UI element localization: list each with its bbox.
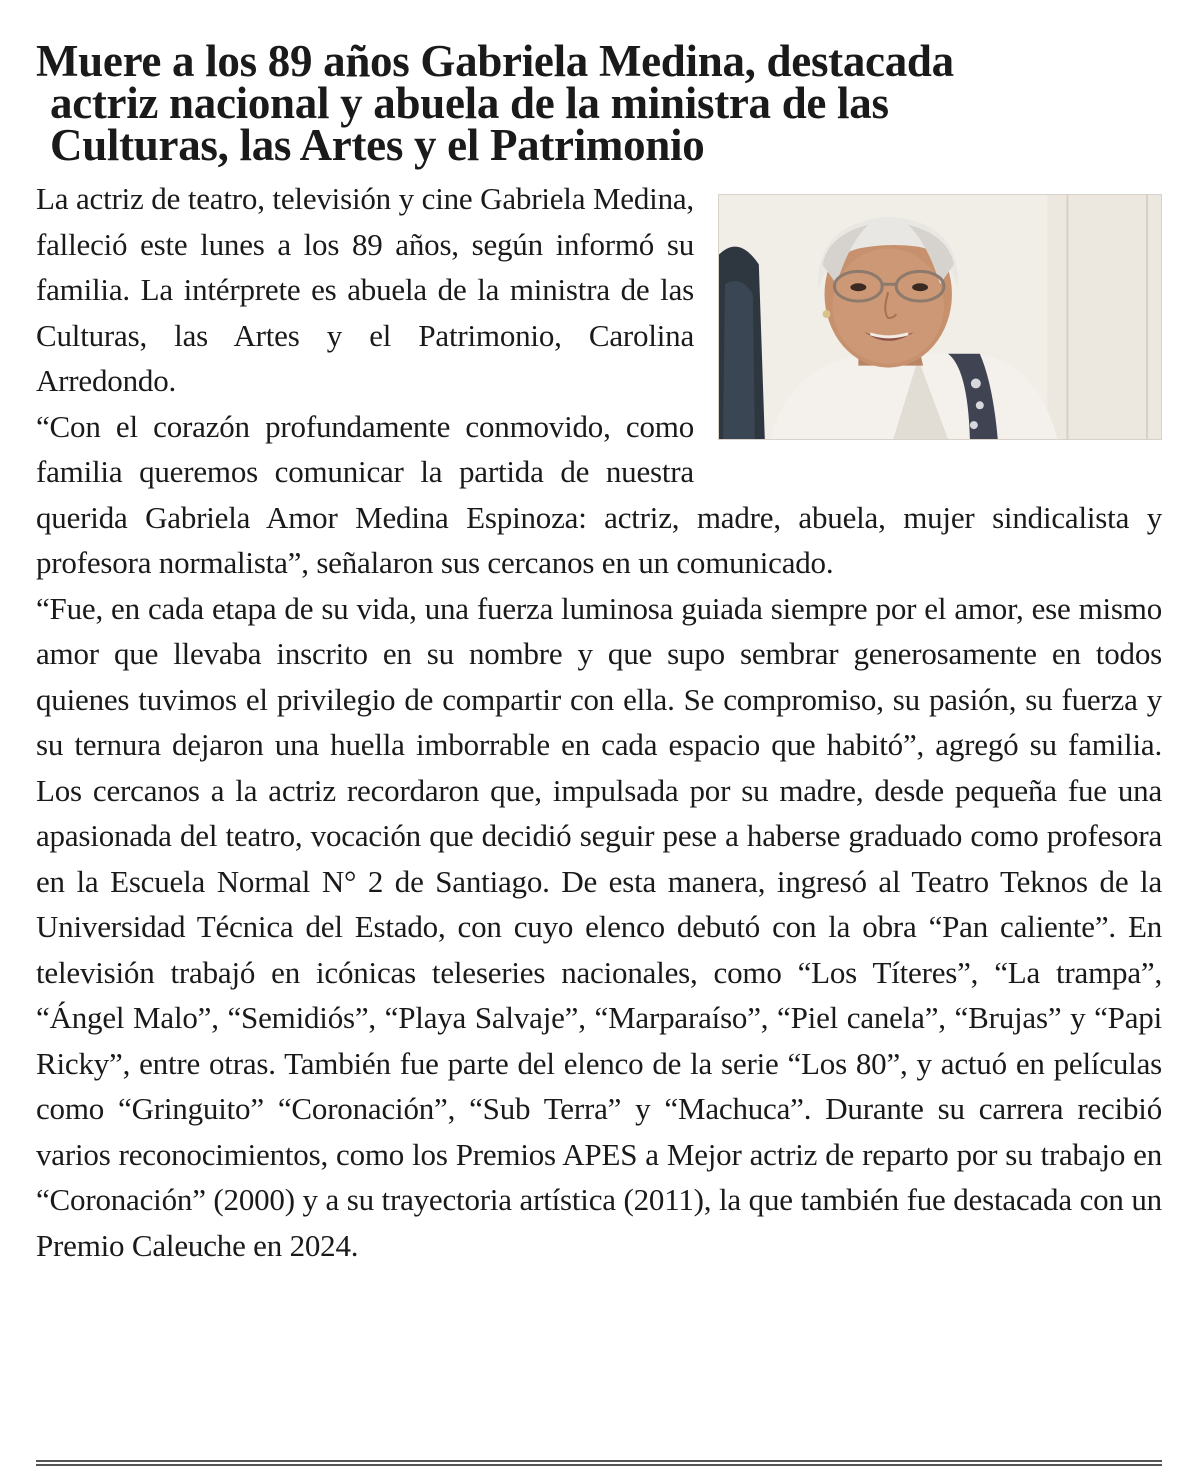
bottom-divider [36,1460,1162,1466]
headline-line-2: actriz nacional y abuela de la ministra de las [50,78,889,128]
portrait-photo [718,194,1162,440]
article-headline [36,36,1162,170]
paragraph-3: “Fue, en cada etapa de su vida, una fuerza luminosa guiada siempre por el amor, ese mismo amor que llevaba inscrito en su nombre y que supo sembrar generosamente en todos quienes tuvimos el privilegio de compartir con ella. Se compromiso, su pasión, su fuerza y su ternura dejaron una huella imborrable en cada espacio que habitó”, agregó su familia. Los cercanos a la actriz recordaron que, impulsada por su madre, desde pequeña fue una apasionada del teatro, vocación que decidió seguir pese a haberse graduado como profesora en la Escuela Normal N° 2 de Santiago. De esta manera, ingresó al Teatro Teknos de la Universidad Técnica del Estado, con cuyo elenco debutó con la obra “Pan caliente”. En televisión trabajó en icónicas teleseries nacionales, como “Los Títeres”, “La trampa”, “Ángel Malo”, “Semidiós”, “Playa Salvaje”, “Marparaíso”, “Piel canela”, “Brujas” y “Papi Ricky”, entre otras. También fue parte del elenco de la serie “Los 80”, y actuó en películas como “Gringuito” “Coronación”, “Sub Terra” y “Machuca”. Durante su carrera recibió varios reconocimientos, como los Premios APES a Mejor actriz de reparto por su trabajo en “Coronación” (2000) y a su trayectoria artística (2011), la que también fue destacada con un Premio Caleuche en 2024. [36,590,1162,1263]
headline-line-1: Muere a los 89 años Gabriela Medina, destacada [36,36,954,86]
paragraph-1: La actriz de teatro, televisión y cine Gabriela Medina, falleció este lunes a los 89 años, según informó su familia. La intérprete es abuela de la ministra de las Culturas, las Artes y el Patrimonio, Carolina Arredondo. [36,181,694,398]
portrait-photo-icon [719,195,1161,439]
headline-line-3: Culturas, las Artes y el Patrimonio [50,120,705,170]
news-article [36,36,1162,1268]
article-body [36,176,1162,1268]
paragraph-2: “Con el corazón profundamente conmovido, como familia queremos comunicar la partida de nuestra querida Gabriela Amor Medina Espinoza: actriz, madre, abuela, mujer sindicalista y profesora normalista”, señalaron sus cercanos en un comunicado. [36,408,1162,580]
